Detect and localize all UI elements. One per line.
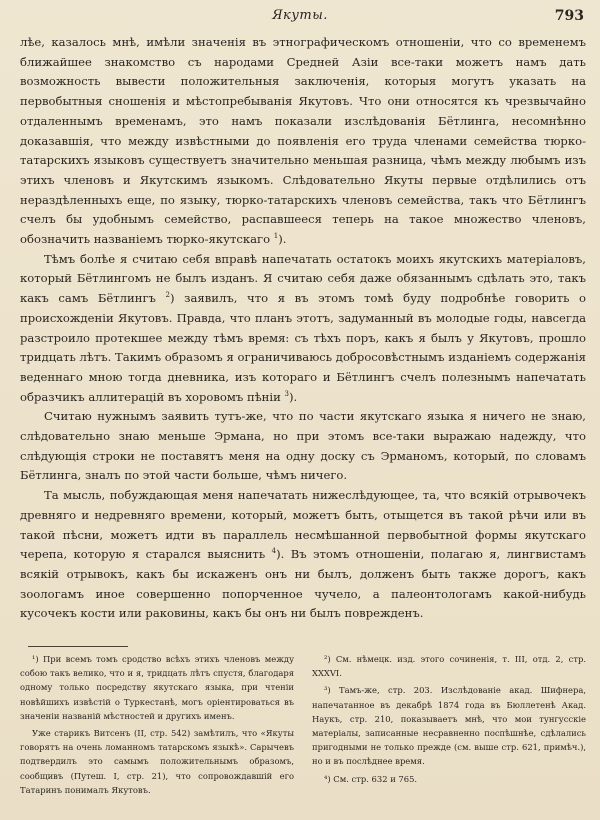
paragraph-1 — [20, 33, 586, 250]
footnotes — [20, 652, 586, 797]
running-title: Якуты. — [272, 8, 328, 23]
paragraph-4-text-a: Та мысль, побуждающая меня напечатать нижеслѣдующее, та, что всякій отрывочекъ древняго и недревняго времени, который, можетъ быть, отыщется въ такой рѣчи или въ такой пѣсни, можетъ идти въ параллель несмѣшанной первобытной формы якутскаго черепа, которую я старался выяснить — [20, 488, 586, 562]
footnote-ref-4: 4 — [271, 547, 277, 556]
paragraph-2-end: ). — [289, 389, 298, 404]
footnote-4: ⁴) См. стр. 632 и 765. — [324, 773, 418, 784]
footnote-1: ¹) При всемъ томъ сродство всѣхъ этихъ членовъ между собою такъ велико, что и я, тридцать лѣтъ спустя, благодаря одному только посредству якутскаго языка, при чтеніи новѣйшихъ извѣстій о Туркестанѣ, могъ оріентироваться въ значеніи названій мѣстностей и другихъ именъ. — [20, 654, 294, 721]
paragraph-4-text-b: ). Въ этомъ отношеніи, полагаю я, лингвистамъ всякій отрывокъ, какъ бы искаженъ онъ ни былъ, долженъ быть также дорогъ, какъ зоологамъ иное совершенно попорченное чучело, а палеонтологамъ какой-нибудь кусочекъ кости или раковины, какъ бы онъ ни былъ поврежденъ. — [20, 547, 587, 621]
page-header — [0, 8, 600, 28]
main-text — [20, 33, 586, 624]
footnote-2: ²) См. нѣмецк. изд. этого сочиненія, т. III, отд. 2, стр. XXXVI. — [312, 654, 586, 679]
footnote-ref-2: 2 — [165, 291, 171, 300]
footnote-ref-1: 1 — [273, 232, 279, 241]
paragraph-1-text: лѣе, казалось мнѣ, имѣли значенія въ этнографическомъ отношеніи, что со временемъ ближайшее знакомство съ народами Средней Азіи все-таки можетъ намъ дать возможность вывести положительныя заключенія, которыя могутъ указать на первобытныя сношенія и мѣстопребыванія Якутовъ. Что они относятся къ чрезвычайно отдаленнымъ временамъ, это намъ показали изслѣдованія Бётлинга, несомнѣнно доказавшія, что между извѣстными до появленія его труда членами семейства тюрко-татарскихъ языковъ существуетъ значительно меньшая разница, чѣмъ между любымъ изъ этихъ членовъ и Якутскимъ языкомъ. Слѣдовательно Якуты первые отдѣлились отъ нераздѣленныхъ еще, по языку, тюрко-татарскихъ членовъ семейства, такъ что Бётлингъ счелъ бы удобнымъ семейство, распавшееся теперь на такое множество членовъ, обозначить названіемъ тюрко-якутскаго — [20, 35, 586, 247]
paragraph-3: Считаю нужнымъ заявить тутъ-же, что по части якутскаго языка я ничего не знаю, слѣдовательно знаю меньше Эрмана, но при этомъ все-таки выражаю надежду, что слѣдующія строки не поставятъ меня на одну доску съ Эрманомъ, который, по словамъ Бётлинга, зналъ по этой части больше, чѣмъ ничего. — [20, 409, 586, 483]
footnote-ref-3: 3 — [284, 389, 290, 398]
footnotes-left-column — [20, 652, 294, 797]
paragraph-4 — [20, 486, 586, 624]
page-number: 793 — [554, 8, 584, 24]
paragraph-2-text-b: ) заявилъ, что я въ этомъ томѣ буду подробнѣе говорить о происхожденіи Якутовъ. Правда, что планъ этотъ, задуманный въ молодые годы, навсегда разстроило протекшее между тѣмъ время: съ тѣхъ поръ, какъ я былъ у Якутовъ, прошло тридцать лѣтъ. Такимъ образомъ я ограничиваюсь добросовѣстнымъ изданіемъ содержанія веденнаго мною тогда дневника, изъ котораго и Бётлингъ счелъ полезнымъ напечатать образчикъ аллитерацій въ хоровомъ пѣніи — [20, 291, 586, 404]
paragraph-2-text-a: Тѣмъ болѣе я считаю себя вправѣ напечатать остатокъ моихъ якутскихъ матеріаловъ, который Бётлингомъ не былъ изданъ. Я считаю себя даже обязаннымъ сдѣлать это, такъ какъ самъ Бётлингъ — [20, 251, 586, 306]
footnotes-right-column — [312, 652, 586, 797]
footnote-divider — [28, 646, 128, 647]
footnote-3: ³) Тамъ-же, стр. 203. Изслѣдованіе акад. Шифнера, напечатанное въ декабрѣ 1874 года въ Бюллетенѣ Акад. Наукъ, стр. 210, показываетъ мнѣ, что мои тунгусскіе матеріалы, записанные несравненно поспѣшнѣе, сдѣлались пригодными не только прежде (см. выше стр. 621, примѣч.), но и въ послѣднее время. — [312, 685, 586, 767]
paragraph-2 — [20, 250, 586, 408]
footnote-1-continuation: Уже старикъ Витсенъ (II, стр. 542) замѣтилъ, что «Якуты говорятъ на очень ломанномъ татарскомъ языкѣ». Сарычевъ подтвердилъ это самымъ положительнымъ образомъ, сообщивъ (Путеш. I, стр. 21), что сопровождавшій его Татаринъ понималъ Якутовъ. — [20, 728, 294, 795]
paragraph-1-end: ). — [278, 232, 287, 247]
